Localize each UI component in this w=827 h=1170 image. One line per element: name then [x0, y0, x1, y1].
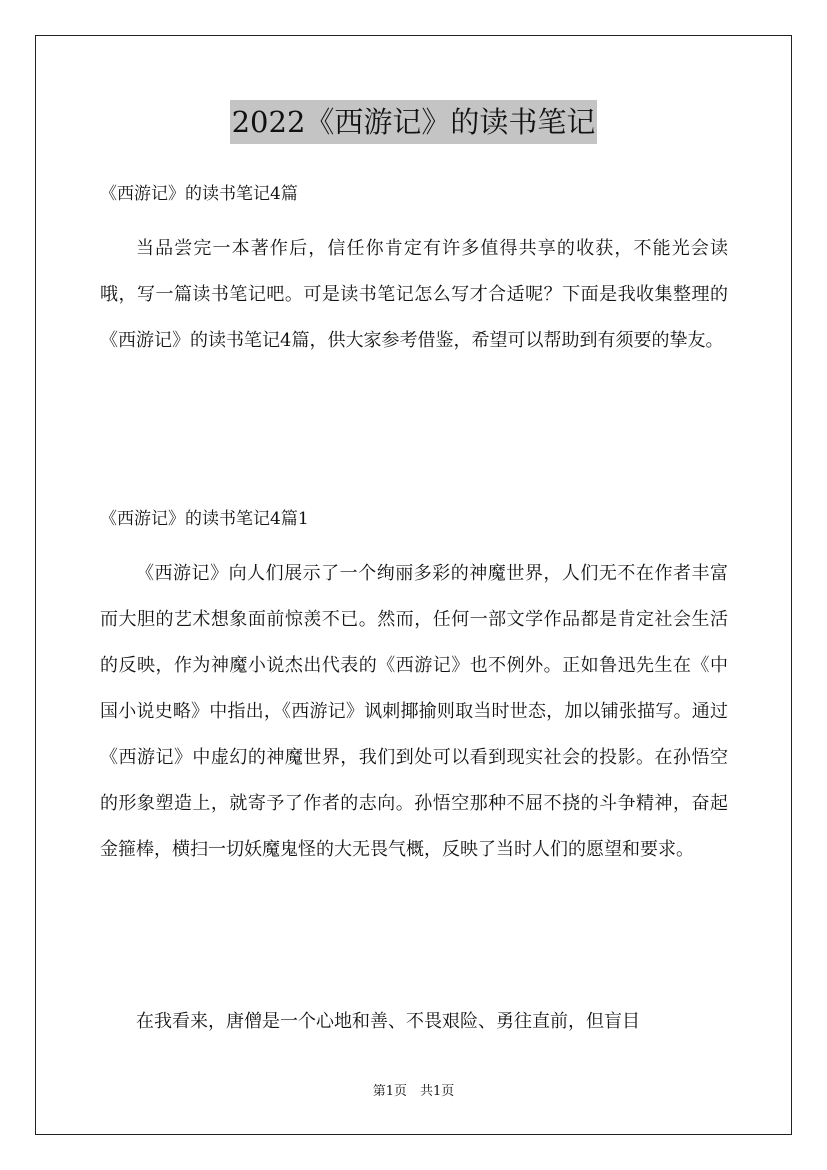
intro-paragraph: 当品尝完一本著作后，信任你肯定有许多值得共享的收获，不能光会读哦，写一篇读书笔记吧。可是读书笔记怎么写才合适呢？下面是我收集整理的《西游记》的读书笔记4篇，供大家参考借鉴，希望可以帮助到有须要的挚友。: [100, 238, 728, 351]
document-title-wrapper: [0, 100, 827, 144]
document-subtitle: 《西游记》的读书笔记4篇: [100, 184, 298, 204]
body-paragraph-1: 《西游记》向人们展示了一个绚丽多彩的神魔世界，人们无不在作者丰富而大胆的艺术想象面前惊羡不已。然而，任何一部文学作品都是肯定社会生活的反映，作为神魔小说杰出代表的《西游记》也不例外。正如鲁迅先生在《中国小说史略》中指出，《西游记》讽刺揶揄则取当时世态，加以铺张描写。通过《西游记》中虚幻的神魔世界，我们到处可以看到现实社会的投影。在孙悟空的形象塑造上，就寄予了作者的志向。孙悟空那种不屈不挠的斗争精神，奋起金箍棒，横扫一切妖魔鬼怪的大无畏气概，反映了当时人们的愿望和要求。: [100, 563, 728, 860]
body-paragraph-2: 在我看来，唐僧是一个心地和善、不畏艰险、勇往直前，但盲目: [136, 1011, 640, 1032]
page-footer: 第1页 共1页: [372, 1084, 455, 1099]
section-heading: 《西游记》的读书笔记4篇1: [100, 509, 309, 529]
document-title: 2022《西游记》的读书笔记: [230, 100, 598, 144]
